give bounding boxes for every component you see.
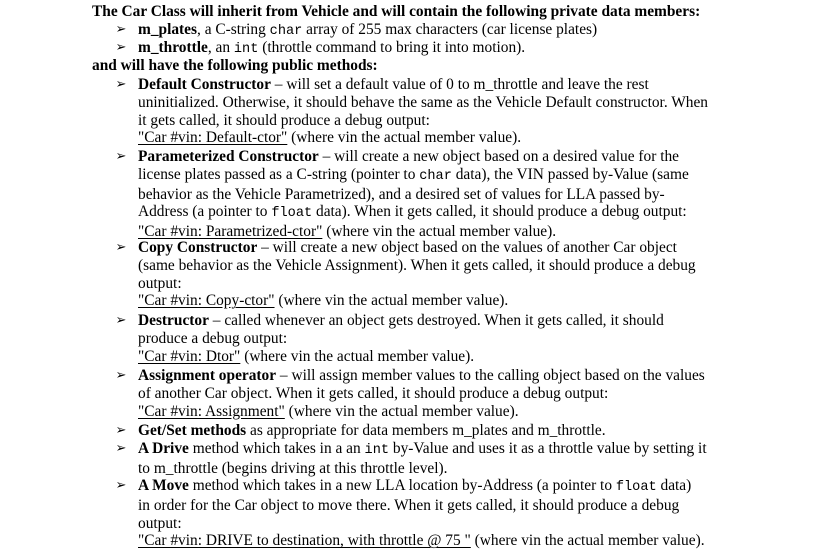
method-move: A Move method which takes in a new LLA location by-Address (a pointer to float data) in order for the Car object to move there. When it gets called, it should produce a debug output: "Car #vin: DRIVE to destination, with throttle @ 75 " (where vin the actual member value). bbox=[138, 477, 705, 550]
method-default-constructor: Default Constructor – will set a default value of 0 to m_throttle and leave the rest uninitialized. Otherwise, it should behave the same as the Vehicle Default constructor. When it gets called, it should produce a debug output: "Car #vin: Default-ctor" (where vin the actual member value). bbox=[138, 76, 709, 147]
debug-output: "Car #vin: Dtor" bbox=[138, 347, 241, 365]
bullet-icon: ➢ bbox=[115, 478, 127, 493]
method-title: Get/Set methods bbox=[138, 422, 247, 439]
method-title: A Drive bbox=[138, 440, 189, 457]
method-copy-constructor: Copy Constructor – will create a new object based on the values of another Car object (same behavior as the Vehicle Assignment). When it gets called, it should produce a debug output: "Car #vin: Copy-ctor" (where vin the actual member value). bbox=[138, 239, 696, 310]
bullet-icon: ➢ bbox=[115, 149, 127, 164]
bullet-icon: ➢ bbox=[115, 423, 127, 438]
method-title: Copy Constructor bbox=[138, 239, 258, 256]
bullet-icon: ➢ bbox=[115, 40, 127, 55]
bullet-icon: ➢ bbox=[115, 77, 127, 92]
method-title: Default Constructor bbox=[138, 76, 271, 93]
method-assignment-operator: Assignment operator – will assign member values to the calling object based on the values of another Car object. When it gets called, it should produce a debug output: "Car #vin: Assignment" (where vin the actual member value). bbox=[138, 367, 705, 420]
bullet-icon: ➢ bbox=[115, 22, 127, 37]
method-parameterized-constructor: Parameterized Constructor – will create a new object based on a desired value for the license plates passed as a C-string (pointer to char data), the VIN passed by-Value (same behavior as the Vehicle Parametrized), and a desired set of values for LLA passed by- Address (a pointer to float data). When it gets called, it should produce a debug output: "Car #vin: Parametrized-ctor" (where vin the actual member value). bbox=[138, 148, 689, 241]
debug-output: "Car #vin: Parametrized-ctor" bbox=[138, 223, 323, 241]
debug-output: "Car #vin: Default-ctor" bbox=[138, 129, 288, 147]
debug-output: "Car #vin: Assignment" bbox=[138, 402, 285, 420]
method-title: Parameterized Constructor bbox=[138, 148, 319, 165]
methods-heading: and will have the following public methods: bbox=[92, 57, 378, 74]
bullet-icon: ➢ bbox=[115, 240, 127, 255]
member-name: m_plates bbox=[138, 21, 197, 38]
debug-output: "Car #vin: Copy-ctor" bbox=[138, 292, 275, 310]
method-title: Destructor bbox=[138, 312, 209, 329]
bullet-icon: ➢ bbox=[115, 313, 127, 328]
method-title: Assignment operator bbox=[138, 367, 277, 384]
method-destructor: Destructor – called whenever an object gets destroyed. When it gets called, it should produce a debug output: "Car #vin: Dtor" (where vin the actual member value). bbox=[138, 312, 664, 365]
member-name: m_throttle bbox=[138, 39, 208, 56]
bullet-icon: ➢ bbox=[115, 441, 127, 456]
debug-output: "Car #vin: DRIVE to destination, with throttle @ 75 " bbox=[138, 532, 471, 550]
member-item-plates: m_plates, a C-string char array of 255 max characters (car license plates) bbox=[138, 21, 598, 39]
intro-heading: The Car Class will inherit from Vehicle and will contain the following private data members: bbox=[92, 3, 701, 20]
method-drive: A Drive method which takes in a an int by-Value and uses it as a throttle value by setting it to m_throttle (begins driving at this throttle level). bbox=[138, 440, 707, 477]
method-get-set: Get/Set methods as appropriate for data members m_plates and m_throttle. bbox=[138, 422, 606, 439]
bullet-icon: ➢ bbox=[115, 368, 127, 383]
member-item-throttle: m_throttle, an int (throttle command to bring it into motion). bbox=[138, 39, 526, 57]
method-title: A Move bbox=[138, 477, 189, 494]
